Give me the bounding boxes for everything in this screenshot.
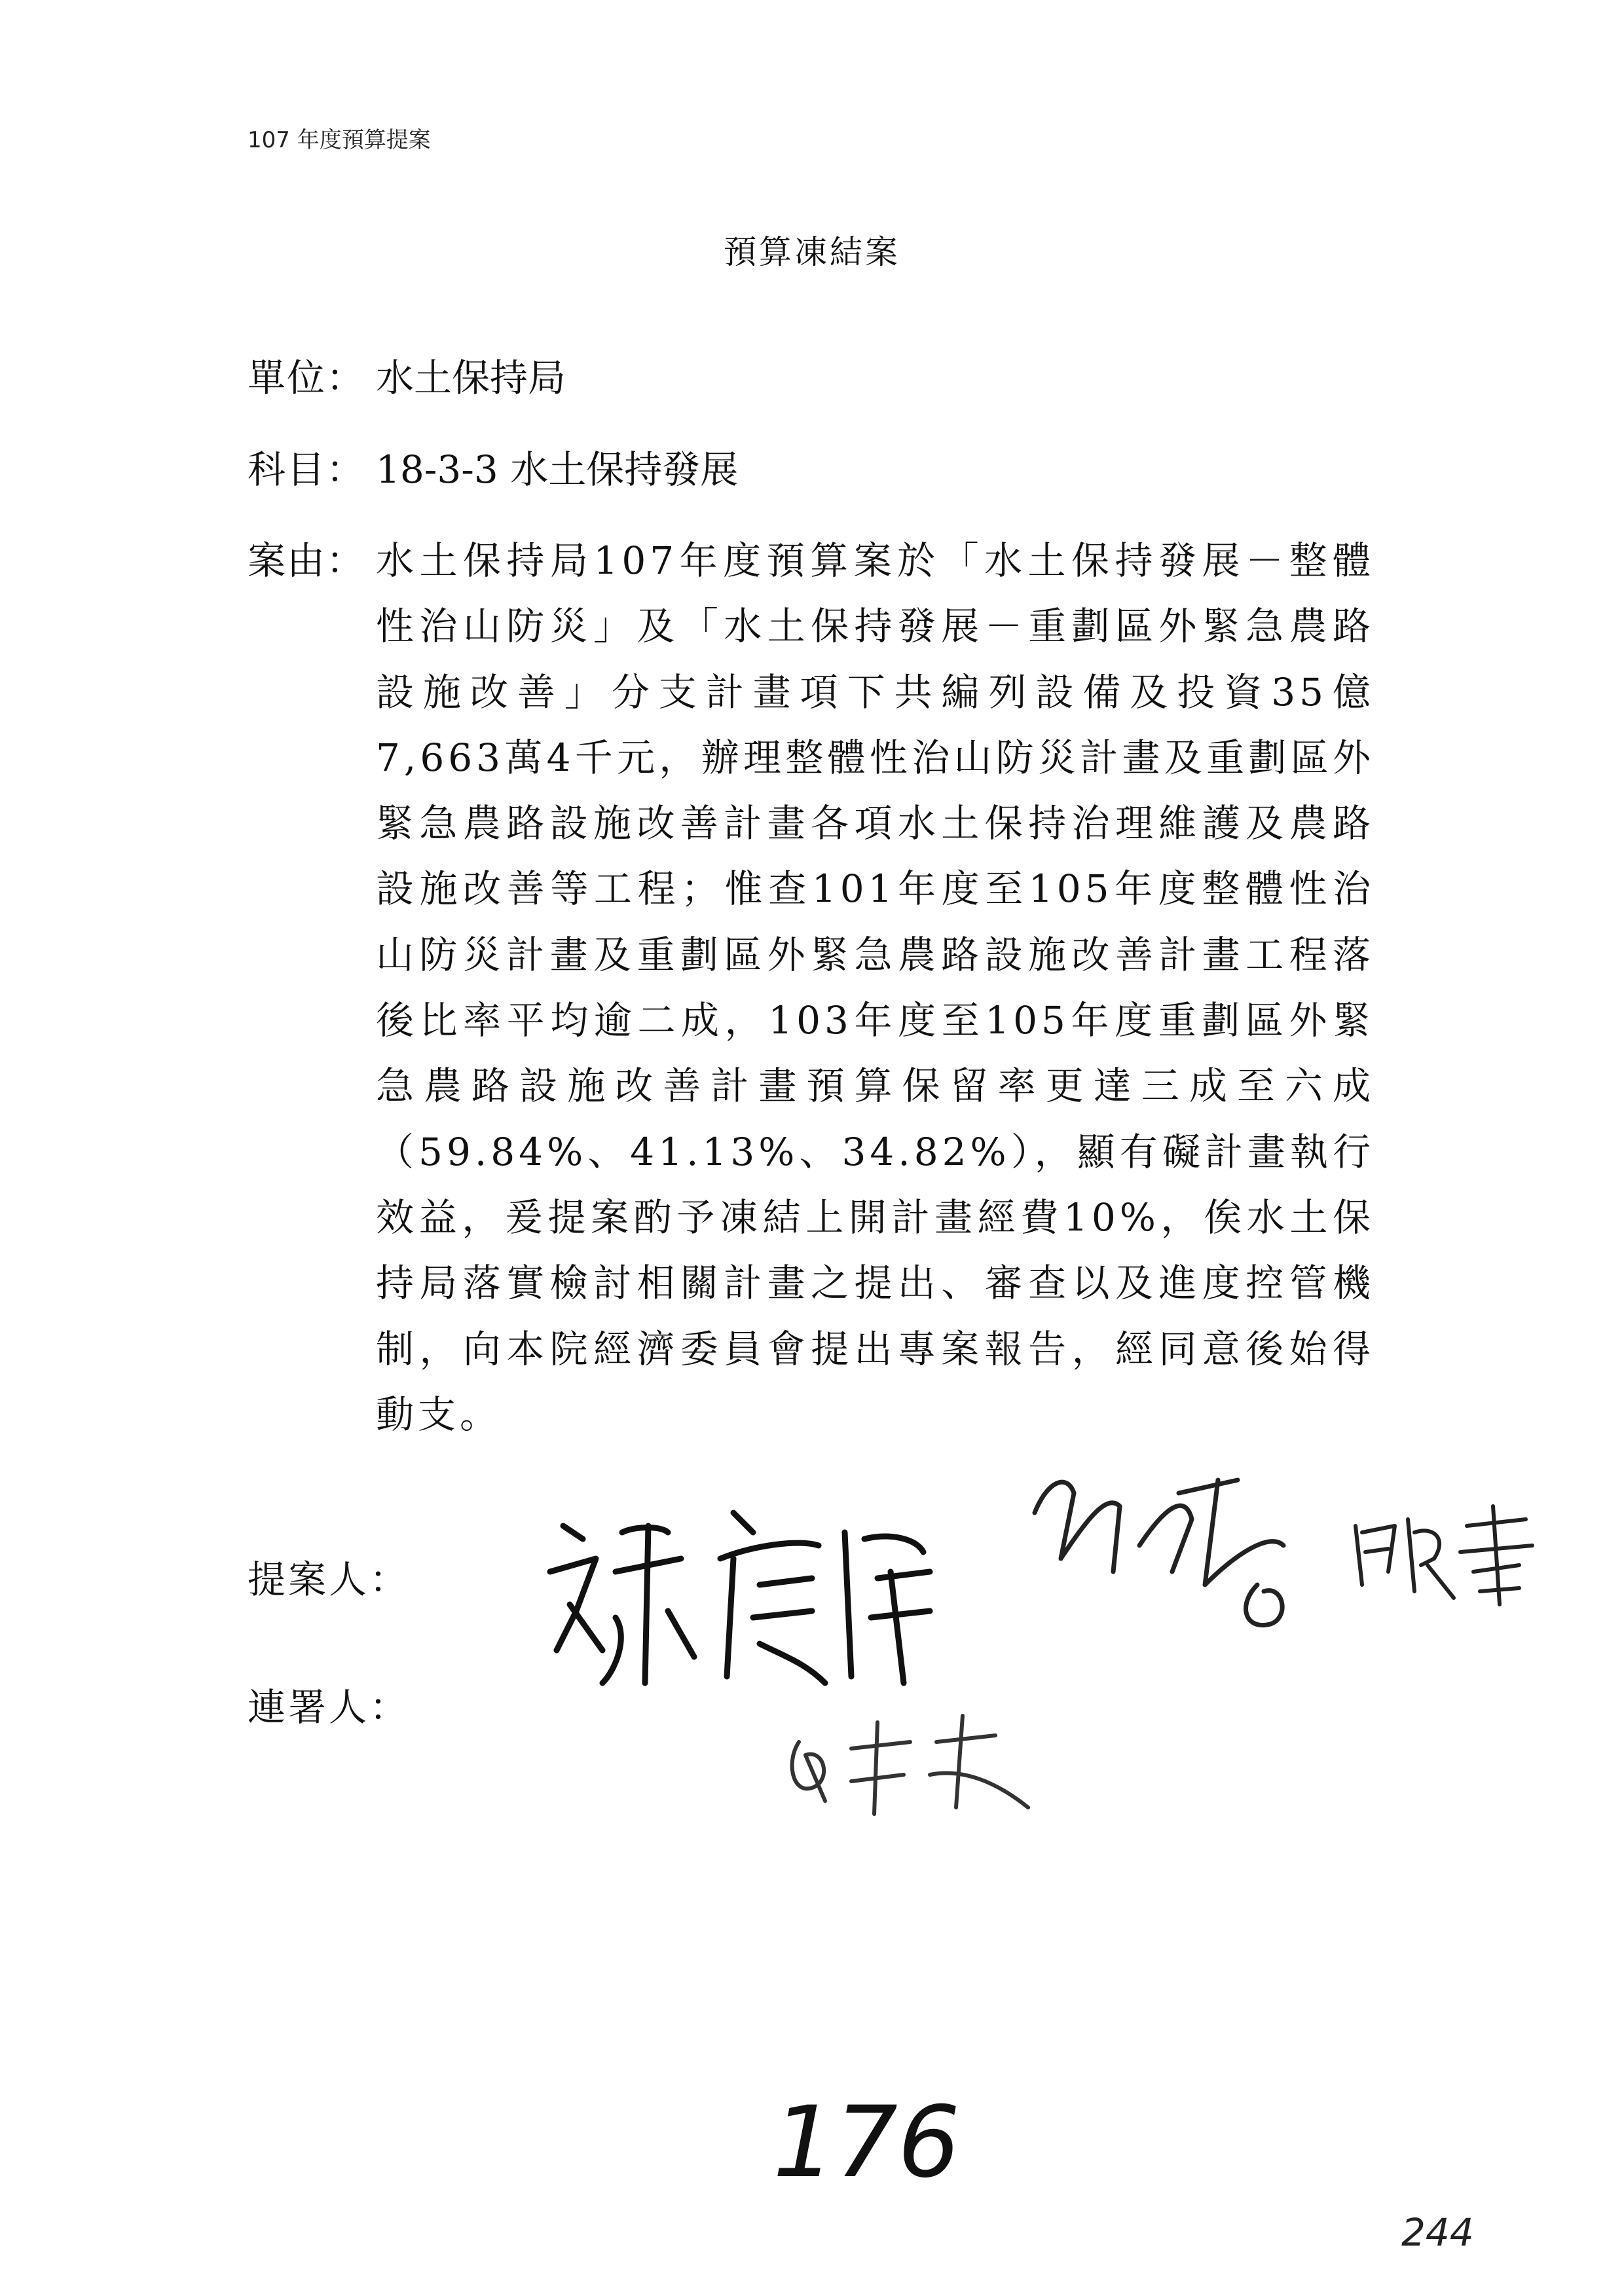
proposer-label: 提案人： <box>248 1557 411 1602</box>
subject-field <box>248 437 738 502</box>
unit-value: 水土保持局 <box>376 356 566 400</box>
reason-label: 案由： <box>248 538 366 583</box>
cosigner-signature-3 <box>779 1703 1054 1821</box>
document-title: 預算凍結案 <box>724 233 900 271</box>
subject-label: 科目： <box>248 447 366 492</box>
reason-text: 水土保持局107年度預算案於「水土保持發展－整體性治山防災」及「水土保持發展－重劃區外緊急農路設施改善」分支計畫項下共編列設備及投資35億7,663萬4千元，辦理整體性治山防災計畫及重劃區外緊急農路設施改善計畫各項水土保持治理維護及農路設施改善等工程；惟查101年度至105年度整體性治山防災計畫及重劃區外緊急農路設施改善計畫工程落後比率平均逾二成，103年度至105年度重劃區外緊急農路設施改善計畫預算保留率更達三成至六成（59.84%、41.13%、34.82%），顯有礙計畫執行效益，爰提案酌予凍結上開計畫經費10%，俟水土保持局落實檢討相關計畫之提出、審查以及進度控管機制，向本院經濟委員會提出專案報告，經同意後始得動支。 <box>376 538 1375 1437</box>
proposer-signature <box>537 1487 943 1703</box>
cosigner-signature-1 <box>1022 1454 1323 1637</box>
handwritten-page-number: 176 <box>773 2086 961 2200</box>
document-header-tag: 107 年度預算提案 <box>248 127 431 153</box>
cosigner-signature-2 <box>1349 1500 1545 1611</box>
subject-value: 18-3-3 水土保持發展 <box>376 447 739 492</box>
unit-label: 單位： <box>248 356 366 400</box>
unit-field <box>248 345 566 411</box>
cosigner-label: 連署人： <box>248 1685 411 1730</box>
stamp-page-number: 244 <box>1401 2210 1474 2255</box>
